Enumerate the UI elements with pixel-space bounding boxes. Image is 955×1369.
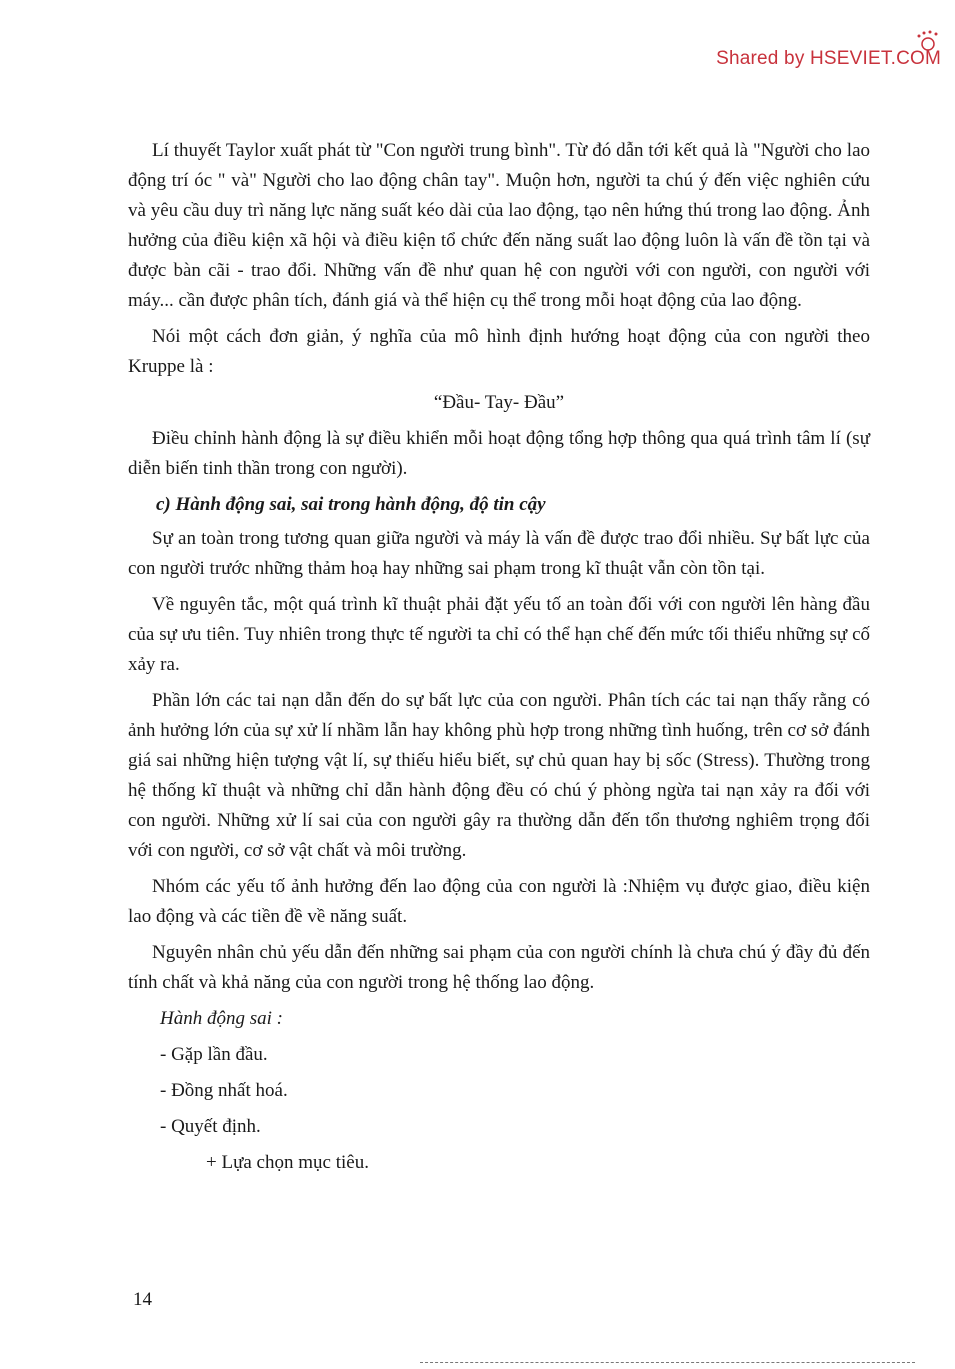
page-number: 14 [133,1289,152,1310]
watermark-logo-icon [915,30,941,52]
page-content [128,136,870,1178]
paragraph-adjustment: Điều chỉnh hành động là sự điều khiển mỗi hoạt động tổng hợp thông qua quá trình tâm lí (sự diễn biến tinh thần trong con người). [128,428,870,479]
wrong-action-label: Hành động sai : [160,1008,283,1029]
paragraph-causes: Nguyên nhân chủ yếu dẫn đến những sai phạm của con người chính là chưa chú ý đầy đủ đến tính chất và khả năng của con người trong hệ thống lao động. [128,942,870,993]
paragraph-factors: Nhóm các yếu tố ảnh hưởng đến lao động của con người là :Nhiệm vụ được giao, điều kiện lao động và các tiền đề về năng suất. [128,876,870,927]
list-item: - Đồng nhất hoá. [160,1080,288,1101]
formula-line: “Đầu- Tay- Đầu” [433,392,565,413]
watermark-text: Shared by HSEVIET.COM [716,48,941,69]
sub-list-item: + Lựa chọn mục tiêu. [206,1152,369,1173]
list-item: - Quyết định. [160,1116,261,1137]
list-item: - Gặp lần đầu. [160,1044,268,1065]
paragraph-kruppe: Nói một cách đơn giản, ý nghĩa của mô hình định hướng hoạt động của con người theo Kruppe là : [128,326,870,377]
paragraph-taylor: Lí thuyết Taylor xuất phát từ "Con người trung bình". Từ đó dẫn tới kết quả là "Người cho lao động trí óc " và" Người cho lao động chân tay". Muộn hơn, người ta chú ý đến việc nghiên cứu và yêu cầu duy trì năng lực năng suất kéo dài của lao động, tạo nên hứng thú trong lao động. Ảnh hưởng của điều kiện xã hội và điều kiện tổ chức đến năng suất lao động luôn là vấn đề tồn tại và được bàn cãi - trao đổi. Những vấn đề như quan hệ con người với con người, con người với máy... cần được phân tích, đánh giá và thể hiện cụ thể trong mỗi hoạt động của lao động. [128,140,870,311]
paragraph-safety: Sự an toàn trong tương quan giữa người và máy là vấn đề được trao đổi nhiều. Sự bất lực của con người trước những thảm hoạ hay những sai phạm trong kĩ thuật vẫn còn tồn tại. [128,528,870,579]
paragraph-accidents: Phần lớn các tai nạn dẫn đến do sự bất lực của con người. Phân tích các tai nạn thấy rằng có ảnh hưởng lớn của sự xử lí nhầm lẫn hay không phù hợp trong những tình huống, trên cơ sở đánh giá sai những hiện tượng vật lí, sự thiếu hiểu biết, sự chủ quan hay bị sốc (Stress). Thường trong hệ thống kĩ thuật và những chỉ dẫn hành động đều có chú ý phòng ngừa tai nạn xảy ra đối với con người. Những xử lí sai của con người gây ra thường dẫn đến tổn thương nghiêm trọng đối với con người, cơ sở vật chất và môi trường. [128,690,870,861]
bottom-divider [420,1362,915,1363]
section-heading-c: c) Hành động sai, sai trong hành động, độ tin cậy [156,494,546,515]
paragraph-principle: Về nguyên tắc, một quá trình kĩ thuật phải đặt yếu tố an toàn đối với con người lên hàng đầu của sự ưu tiên. Tuy nhiên trong thực tế người ta chỉ có thể hạn chế đến mức tối thiểu những sự cố xảy ra. [128,594,870,675]
